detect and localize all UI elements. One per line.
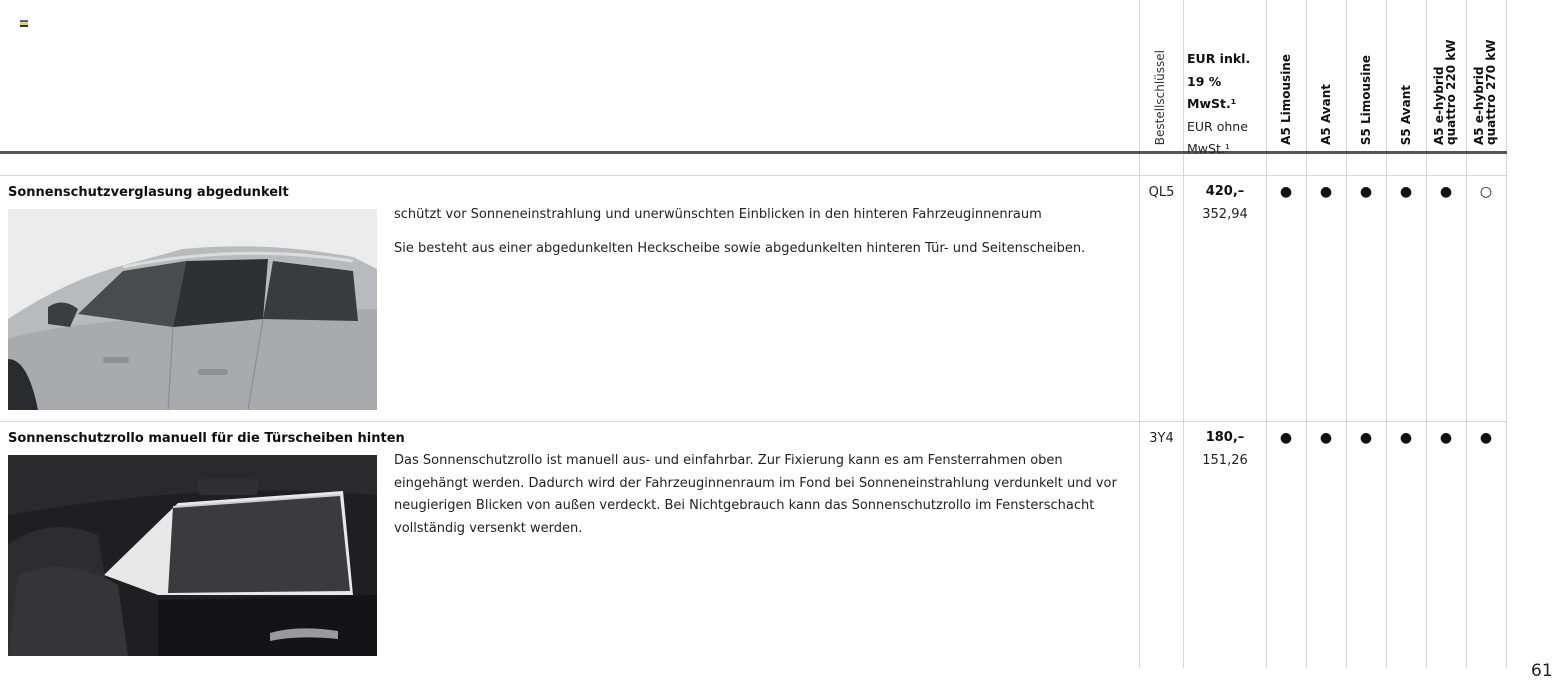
model-header-a5-limousine: A5 Limousine	[1279, 54, 1293, 145]
model-header-a5-ehybrid-270: A5 e-hybrid quattro 270 kW	[1472, 39, 1498, 145]
grid-line	[1306, 0, 1307, 668]
page-number: 61	[1531, 661, 1553, 681]
grid-line	[1139, 0, 1140, 668]
availability-mark: ○	[1479, 184, 1493, 200]
grid-line	[1466, 0, 1467, 668]
availability-mark: ●	[1279, 430, 1293, 446]
order-key-header: Bestellschlüssel	[1153, 49, 1167, 145]
model-header-s5-avant: S5 Avant	[1399, 84, 1413, 145]
availability-mark: ●	[1359, 430, 1373, 446]
order-code: 3Y4	[1149, 431, 1174, 446]
grid-line	[1506, 0, 1507, 668]
price-net: 352,94	[1202, 206, 1248, 222]
model-header-a5-avant: A5 Avant	[1319, 84, 1333, 145]
row-title: Sonnenschutzrollo manuell für die Türscheiben hinten	[8, 431, 405, 446]
order-code: QL5	[1148, 185, 1175, 200]
description-paragraph: Das Sonnenschutzrollo ist manuell aus- und einfahrbar. Zur Fixierung kann es am Fensterrahmen oben eingehängt werden. Dadurch wird der Fahrzeuginnenraum im Fond bei Sonneneinstrahlung verdunkelt und vor neugierigen Blicken von außen verdeckt. Bei Nichtgebrauch kann das Sonnenschutzrollo im Fensterschacht vollständig versenkt werden.	[394, 453, 1117, 536]
price-cell	[1184, 181, 1266, 226]
rear-sunshade-blind-image	[8, 455, 377, 656]
price-gross: 180,–	[1205, 430, 1245, 445]
grid-line	[1183, 0, 1184, 668]
grid-line	[1346, 0, 1347, 668]
description-paragraph: Sie besteht aus einer abgedunkelten Heckscheibe sowie abgedunkelten hinteren Tür- und Seitenscheiben.	[394, 240, 1086, 256]
header-rule	[0, 151, 1507, 154]
row-title: Sonnenschutzverglasung abgedunkelt	[8, 185, 289, 200]
price-excl-header: EUR ohne MwSt.¹	[1187, 118, 1248, 156]
language-flag-icon	[20, 20, 28, 27]
availability-mark: ●	[1439, 184, 1453, 200]
header-divider	[0, 175, 1507, 176]
model-header-s5-limousine: S5 Limousine	[1359, 54, 1373, 145]
row-description	[394, 204, 1134, 271]
availability-mark: ●	[1439, 430, 1453, 446]
availability-mark: ●	[1359, 184, 1373, 200]
grid-line	[1426, 0, 1427, 668]
availability-mark: ●	[1479, 430, 1493, 446]
price-cell	[1184, 427, 1266, 472]
price-header	[1187, 48, 1267, 161]
row-description	[394, 450, 1134, 551]
car-side-tinted-windows-image	[8, 209, 377, 410]
price-net: 151,26	[1202, 452, 1248, 468]
availability-mark: ●	[1399, 184, 1413, 200]
availability-mark: ●	[1399, 430, 1413, 446]
availability-mark: ●	[1319, 184, 1333, 200]
grid-line	[1386, 0, 1387, 668]
model-header-a5-ehybrid-220: A5 e-hybrid quattro 220 kW	[1432, 39, 1458, 145]
row-divider	[0, 421, 1507, 422]
price-incl-header: EUR inkl. 19 % MwSt.¹	[1187, 51, 1251, 111]
description-paragraph: schützt vor Sonneneinstrahlung und unerwünschten Einblicken in den hinteren Fahrzeuginnenraum	[394, 207, 1042, 222]
price-gross: 420,–	[1205, 184, 1245, 199]
availability-mark: ●	[1279, 184, 1293, 200]
availability-mark: ●	[1319, 430, 1333, 446]
